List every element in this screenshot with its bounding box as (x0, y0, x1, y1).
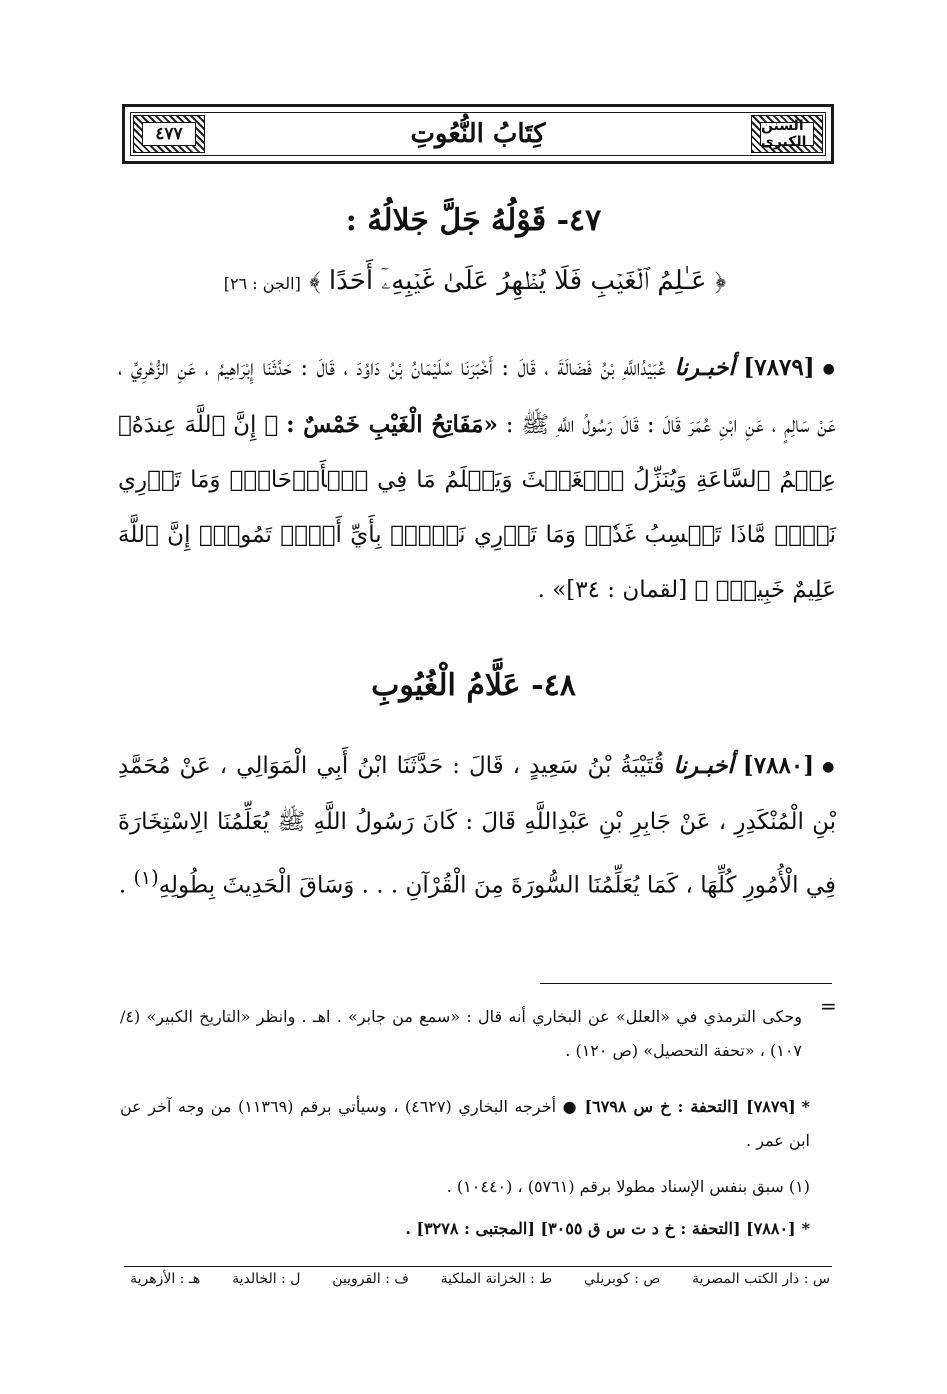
footnote-7879 (120, 1090, 810, 1158)
continuation-mark: = (820, 994, 837, 1018)
chapter-48-heading: ٤٨- عَلَّامُ الْغُيُوبِ (371, 668, 576, 703)
star-icon: * (801, 1219, 810, 1238)
hadith-verse: ﴿ إِنَّ ٱللَّهَ عِندَهُۥ عِلۡمُ ٱلسَّاعَةِ وَيُنَزِّلُ ٱلۡغَيۡثَ وَيَعۡلَمُ مَا فِي ٱلۡأَرۡحَامِۖ وَمَا تَدۡرِي نَفۡسٞ مَّاذَا تَكۡسِبُ غَدٗاۖ وَمَا تَدۡرِي نَفۡسُۢ بِأَيِّ أَرۡضٖ تَمُوتُۚ إِنَّ ٱللَّهَ عَلِيمٌ خَبِيرُۢ ﴾ (118, 411, 836, 603)
star-icon: * (801, 1097, 811, 1116)
sigla-item: هـ : الأزهرية (130, 1271, 201, 1287)
chapter-47-verse (150, 266, 800, 297)
sigla-item: ل : الخالدية (232, 1271, 301, 1287)
page-number-ornament (133, 115, 205, 153)
book-emblem-icon: السنن الكبرى (760, 122, 814, 146)
manuscript-sigla (130, 1271, 830, 1287)
footnote-text: ● أخرجه البخاري (٤٦٢٧) ، وسيأتي برقم (١١٣٦٩) من وجه آخر عن ابن عمر . (120, 1097, 810, 1150)
verse-reference: [الجن : ٢٦] (223, 274, 301, 293)
hadith-bold-phrase: «مَفَاتِحُ الْغَيْبِ خَمْسٌ : (286, 410, 498, 438)
bullet-icon: ● (822, 360, 836, 377)
footnote-divider (540, 983, 832, 984)
verse-text: ﴿ عَـٰلِمُ ٱلۡغَيۡبِ فَلَا يُظۡهِرُ عَلَىٰ غَيۡبِهِۦٓ أَحَدًا ﴾ (309, 266, 727, 296)
footnote-7880 (120, 1212, 810, 1246)
bullet-icon: ● (822, 758, 837, 775)
hadith-7880 (118, 738, 836, 913)
hadith-number: [٧٨٧٩] (743, 354, 815, 381)
hadith-text: عُبَيْدُاللَّهِ بْنُ فَضَالَةَ ، قَالَ : أَخْبَرَنَا سُلَيْمَانُ بْنُ دَاوُدَ ، قَالَ : حَدَّثَنَا إِبْرَاهِيمُ ، عَنِ الزُّهْرِيِّ ، عَنْ سَالِمٍ ، عَنِ ابْنِ عُمَرَ قَالَ : قَالَ رَسُولُ اللَّهِ ﷺ : (118, 355, 837, 438)
footnote-ref: [٧٨٨٠] [التحفة : خ د ت س ق ٣٠٥٥] [المجتبى : ٣٢٧٨] . (405, 1219, 796, 1238)
hadith-text: قُتَيْبَةُ بْنُ سَعِيدٍ ، قَالَ : حَدَّثَنَا ابْنُ أَبِي الْمَوَالِي ، عَنْ مُحَمَّدِ بْنِ الْمُنْكَدِرِ ، عَنْ جَابِرِ بْنِ عَبْدِاللَّهِ قَالَ : كَانَ رَسُولُ اللَّهِ ﷺ يُعَلِّمُنَا الِاسْتِخَارَةَ فِي الْأُمُورِ كُلِّهَا ، كَمَا يُعَلِّمُنَا السُّورَةَ مِنَ الْقُرْآنِ . . . وَسَاقَ الْحَدِيثَ بِطُولِهِ (118, 753, 836, 899)
sigla-item: س : دار الكتب المصرية (692, 1271, 830, 1287)
sigla-item: ط : الخزانة الملكية (440, 1271, 553, 1287)
page-header (122, 104, 834, 164)
hadith-verse-ref: [لقمان : ٣٤]» . (537, 576, 688, 603)
chapter-47-heading: ٤٧- قَوْلُهُ جَلَّ جَلالُهُ : (345, 203, 602, 238)
footnote-1: (١) سبق بنفس الإسناد مطولا برقم (٥٧٦١) ، (١٠٤٤٠) . (446, 1177, 810, 1196)
hadith-number: [٧٨٨٠] (742, 752, 815, 779)
hadith-7879 (118, 340, 836, 618)
narration-word: أخبـرنا (674, 354, 735, 381)
sigla-item: ص : كوبريلي (584, 1271, 661, 1287)
page-number: ٤٧٧ (142, 122, 196, 146)
footnote-ref: [٧٨٧٩] [التحفة : خ س ٦٧٩٨] (584, 1097, 796, 1116)
footnote-continuation: وحكى الترمذي في «العلل» عن البخاري أنه قال : «سمع من جابر» . اهـ . وانظر «التاريخ الكبير» (٤/ ١٠٧) ، «تحفة التحصيل» (ص ١٢٠) . (120, 1007, 802, 1060)
book-title: كِتَابُ النُّعُوتِ (410, 119, 546, 149)
footnote-mark[interactable]: (١) (133, 865, 159, 889)
sigla-divider (124, 1266, 832, 1267)
narration-word: أخبـرنا (673, 752, 734, 779)
hadith-end: . (118, 872, 134, 899)
emblem-ornament (751, 115, 823, 153)
sigla-item: ف : القرويين (332, 1271, 409, 1287)
